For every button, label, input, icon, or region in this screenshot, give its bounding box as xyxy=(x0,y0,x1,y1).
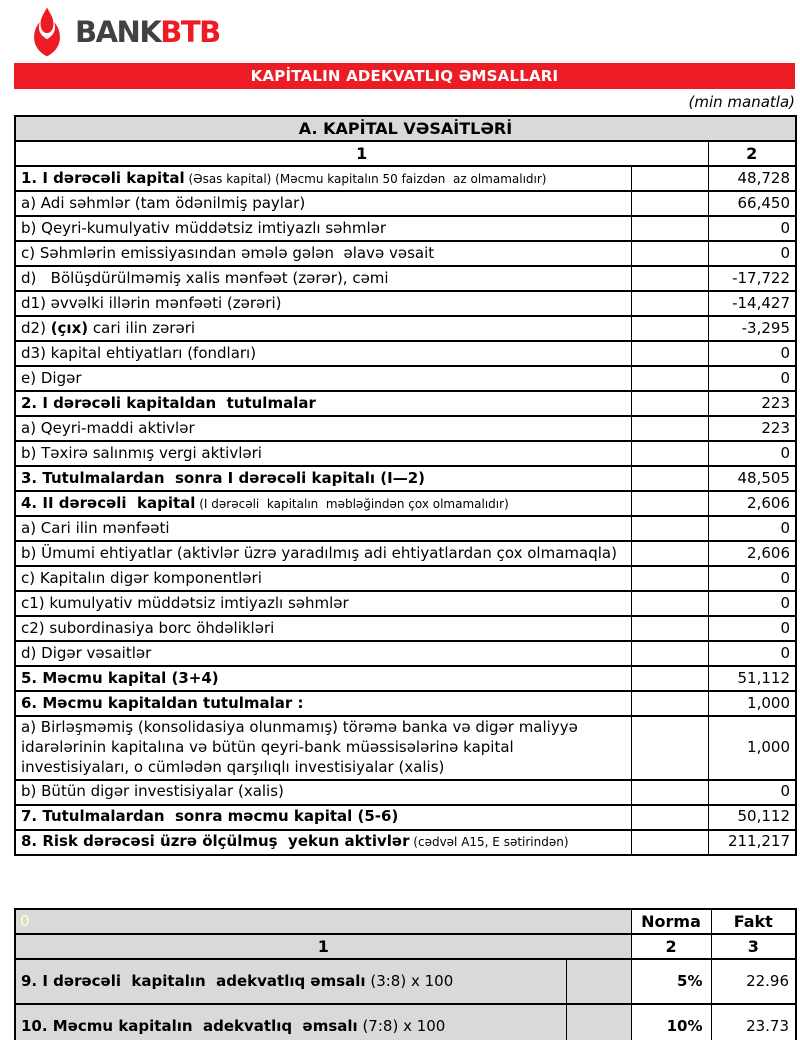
table-row xyxy=(15,316,796,341)
label-text: a) Qeyri-maddi aktivlər xyxy=(21,418,195,437)
row-spacer-cell xyxy=(631,641,708,666)
table-row xyxy=(15,959,796,1004)
bank-logo xyxy=(28,6,220,58)
flame-icon xyxy=(28,6,66,58)
row-spacer-cell xyxy=(566,959,631,1004)
table-row xyxy=(15,491,796,516)
label-text: b) Qeyri-kumulyativ müddətsiz imtiyazlı səhmlər xyxy=(21,218,387,237)
row-value: 223 xyxy=(708,391,796,416)
row-spacer-cell xyxy=(631,805,708,830)
row-spacer-cell xyxy=(631,466,708,491)
row-label xyxy=(15,166,631,191)
label-text: c1) kumulyativ müddətsiz imtiyazlı səhmlər xyxy=(21,593,349,612)
row-label xyxy=(15,666,631,691)
fakt-value: 23.73 xyxy=(711,1004,796,1040)
row-label xyxy=(15,341,631,366)
logo-bank-text: BANK xyxy=(75,14,161,49)
label-bold: 9. I dərəcəli kapitalın adekvatlıq əmsalı xyxy=(21,971,366,990)
fakt-header: Fakt xyxy=(711,909,796,934)
row-value: 0 xyxy=(708,516,796,541)
row-spacer-cell xyxy=(631,166,708,191)
row-label xyxy=(15,959,566,1004)
norma-value: 10% xyxy=(631,1004,711,1040)
table-row xyxy=(15,830,796,855)
row-spacer-cell xyxy=(631,616,708,641)
row-value: -3,295 xyxy=(708,316,796,341)
unit-note: (min manatla) xyxy=(688,93,795,111)
row-label xyxy=(15,591,631,616)
col-header-2: 2 xyxy=(631,934,711,959)
table-row xyxy=(15,191,796,216)
table-row xyxy=(15,716,796,779)
row-label xyxy=(15,641,631,666)
row-value: 0 xyxy=(708,441,796,466)
row-label xyxy=(15,1004,566,1040)
row-label xyxy=(15,780,631,805)
logo-btb-text: BTB xyxy=(160,14,220,49)
table-row xyxy=(15,241,796,266)
row-label xyxy=(15,241,631,266)
row-value: 48,505 xyxy=(708,466,796,491)
table-row xyxy=(15,266,796,291)
row-spacer-cell xyxy=(631,341,708,366)
table-row xyxy=(15,441,796,466)
label-text: a) Cari ilin mənfəəti xyxy=(21,518,170,537)
row-value: 2,606 xyxy=(708,491,796,516)
table-a-body xyxy=(15,166,796,854)
label-text: a) Birləşməmiş (konsolidasiya olunmamış) törəmə banka və digər maliyyə idarələrinin kapitalına və bütün qeyri-bank müəssisələrinə kapital investisiyaları, o cümlədən qarşılıqlı investisiyalar (xalis) xyxy=(21,718,583,776)
table-row xyxy=(15,466,796,491)
label-bold: 5. Məcmu kapital (3+4) xyxy=(21,668,219,687)
label-bold: 1. I dərəcəli kapital xyxy=(21,168,185,187)
label-text: d2) xyxy=(21,318,51,337)
label-text: d3) kapital ehtiyatları (fondları) xyxy=(21,343,257,362)
report-title-banner xyxy=(14,63,795,89)
row-spacer-cell xyxy=(631,716,708,779)
label-text: b) Təxirə salınmış vergi aktivləri xyxy=(21,443,262,462)
row-spacer-cell xyxy=(631,780,708,805)
row-label xyxy=(15,441,631,466)
row-label xyxy=(15,266,631,291)
label-text: b) Bütün digər investisiyalar (xalis) xyxy=(21,782,284,801)
row-value: 50,112 xyxy=(708,805,796,830)
row-spacer-cell xyxy=(631,241,708,266)
row-spacer-cell xyxy=(631,291,708,316)
row-spacer-cell xyxy=(631,666,708,691)
label-text: d) Digər vəsaitlər xyxy=(21,643,152,662)
row-value: 66,450 xyxy=(708,191,796,216)
table-row xyxy=(15,691,796,716)
label-bold: (çıx) xyxy=(50,318,89,337)
row-label xyxy=(15,805,631,830)
row-label xyxy=(15,291,631,316)
norma-header: Norma xyxy=(631,909,711,934)
row-label xyxy=(15,416,631,441)
corner-zero: 0 xyxy=(20,911,30,930)
logo-wordmark xyxy=(75,14,220,49)
row-value: 0 xyxy=(708,641,796,666)
row-spacer-cell xyxy=(631,491,708,516)
table-row xyxy=(15,666,796,691)
row-spacer-cell xyxy=(631,266,708,291)
row-label xyxy=(15,616,631,641)
row-value: 1,000 xyxy=(708,716,796,779)
label-bold: 7. Tutulmalardan sonra məcmu kapital (5-6) xyxy=(21,807,399,826)
table-row xyxy=(15,805,796,830)
table-row xyxy=(15,591,796,616)
table-b-header-row xyxy=(15,909,796,934)
row-label xyxy=(15,830,631,855)
row-value: 0 xyxy=(708,780,796,805)
table-row xyxy=(15,1004,796,1040)
row-spacer-cell xyxy=(631,366,708,391)
adequacy-ratios-table xyxy=(14,908,797,1040)
row-label xyxy=(15,541,631,566)
row-label xyxy=(15,191,631,216)
row-label xyxy=(15,391,631,416)
table-row xyxy=(15,516,796,541)
row-value: 0 xyxy=(708,216,796,241)
row-label xyxy=(15,466,631,491)
row-spacer-cell xyxy=(631,566,708,591)
row-label xyxy=(15,216,631,241)
table-a-title-row xyxy=(15,116,796,141)
row-value: 0 xyxy=(708,241,796,266)
table-b-corner-cell xyxy=(15,909,631,934)
label-bold: 10. Məcmu kapitalın adekvatlıq əmsalı xyxy=(21,1016,358,1035)
row-spacer-cell xyxy=(631,191,708,216)
row-spacer-cell xyxy=(631,541,708,566)
row-spacer-cell xyxy=(631,441,708,466)
fakt-value: 22.96 xyxy=(711,959,796,1004)
row-value: 0 xyxy=(708,591,796,616)
label-text: (3:8) x 100 xyxy=(365,971,454,990)
col-header-2: 2 xyxy=(708,141,796,166)
table-a-colheader-row xyxy=(15,141,796,166)
label-text: c) Kapitalın digər komponentləri xyxy=(21,568,262,587)
row-value: 0 xyxy=(708,566,796,591)
label-note: (cədvəl A15, E sətirindən) xyxy=(409,835,569,850)
row-label xyxy=(15,716,631,779)
row-label xyxy=(15,366,631,391)
row-value: 211,217 xyxy=(708,830,796,855)
col-header-1: 1 xyxy=(15,934,631,959)
label-bold: 6. Məcmu kapitaldan tutulmalar : xyxy=(21,693,304,712)
col-header-3: 3 xyxy=(711,934,796,959)
row-spacer-cell xyxy=(631,391,708,416)
table-row xyxy=(15,416,796,441)
row-value: 0 xyxy=(708,341,796,366)
row-spacer-cell xyxy=(631,691,708,716)
row-label xyxy=(15,491,631,516)
table-a-title: A. KAPİTAL VƏSAİTLƏRİ xyxy=(15,116,796,141)
row-label xyxy=(15,691,631,716)
row-value: 51,112 xyxy=(708,666,796,691)
row-label xyxy=(15,516,631,541)
row-value: 223 xyxy=(708,416,796,441)
row-spacer-cell xyxy=(631,316,708,341)
row-value: 1,000 xyxy=(708,691,796,716)
row-label xyxy=(15,566,631,591)
label-text: d1) əvvəlki illərin mənfəəti (zərəri) xyxy=(21,293,282,312)
label-text: (7:8) x 100 xyxy=(357,1016,446,1035)
col-header-1: 1 xyxy=(15,141,708,166)
row-spacer-cell xyxy=(631,516,708,541)
table-row xyxy=(15,291,796,316)
row-spacer-cell xyxy=(631,416,708,441)
label-text: cari ilin zərəri xyxy=(88,318,196,337)
table-b-numheader-row xyxy=(15,934,796,959)
label-bold: 4. II dərəcəli kapital xyxy=(21,493,196,512)
label-bold: 3. Tutulmalardan sonra I dərəcəli kapitalı (I—2) xyxy=(21,468,426,487)
label-text: b) Ümumi ehtiyatlar (aktivlər üzrə yaradılmış adi ehtiyatlardan çox olmamaqla) xyxy=(21,543,617,562)
table-row xyxy=(15,616,796,641)
table-b-body xyxy=(15,959,796,1040)
row-spacer-cell xyxy=(566,1004,631,1040)
label-text: c) Səhmlərin emissiyasından əmələ gələn əlavə vəsait xyxy=(21,243,435,262)
table-row xyxy=(15,541,796,566)
table-row xyxy=(15,341,796,366)
row-spacer-cell xyxy=(631,216,708,241)
row-spacer-cell xyxy=(631,591,708,616)
report-title: KAPİTALIN ADEKVATLIQ ƏMSALLARI xyxy=(250,67,559,85)
table-row xyxy=(15,366,796,391)
row-value: 48,728 xyxy=(708,166,796,191)
table-row xyxy=(15,166,796,191)
row-value: 2,606 xyxy=(708,541,796,566)
label-text: d) Bölüşdürülməmiş xalis mənfəət (zərər), cəmi xyxy=(21,268,389,287)
row-value: 0 xyxy=(708,616,796,641)
row-value: -14,427 xyxy=(708,291,796,316)
label-bold: 2. I dərəcəli kapitaldan tutulmalar xyxy=(21,393,316,412)
norma-value: 5% xyxy=(631,959,711,1004)
table-row xyxy=(15,566,796,591)
row-value: 0 xyxy=(708,366,796,391)
table-row xyxy=(15,391,796,416)
row-label xyxy=(15,316,631,341)
label-text: c2) subordinasiya borc öhdəlikləri xyxy=(21,618,275,637)
table-row xyxy=(15,216,796,241)
table-row xyxy=(15,641,796,666)
row-value: -17,722 xyxy=(708,266,796,291)
row-spacer-cell xyxy=(631,830,708,855)
label-bold: 8. Risk dərəcəsi üzrə ölçülmuş yekun aktivlər xyxy=(21,832,410,851)
label-text: e) Digər xyxy=(21,368,82,387)
label-note: (Əsas kapital) (Məcmu kapitalın 50 faizdən az olmamalıdır) xyxy=(184,171,547,186)
table-row xyxy=(15,780,796,805)
capital-funds-table xyxy=(14,115,797,856)
label-text: a) Adi səhmlər (tam ödənilmiş paylar) xyxy=(21,193,306,212)
label-note: (I dərəcəli kapitalın məbləğindən çox olmamalıdır) xyxy=(195,496,509,511)
